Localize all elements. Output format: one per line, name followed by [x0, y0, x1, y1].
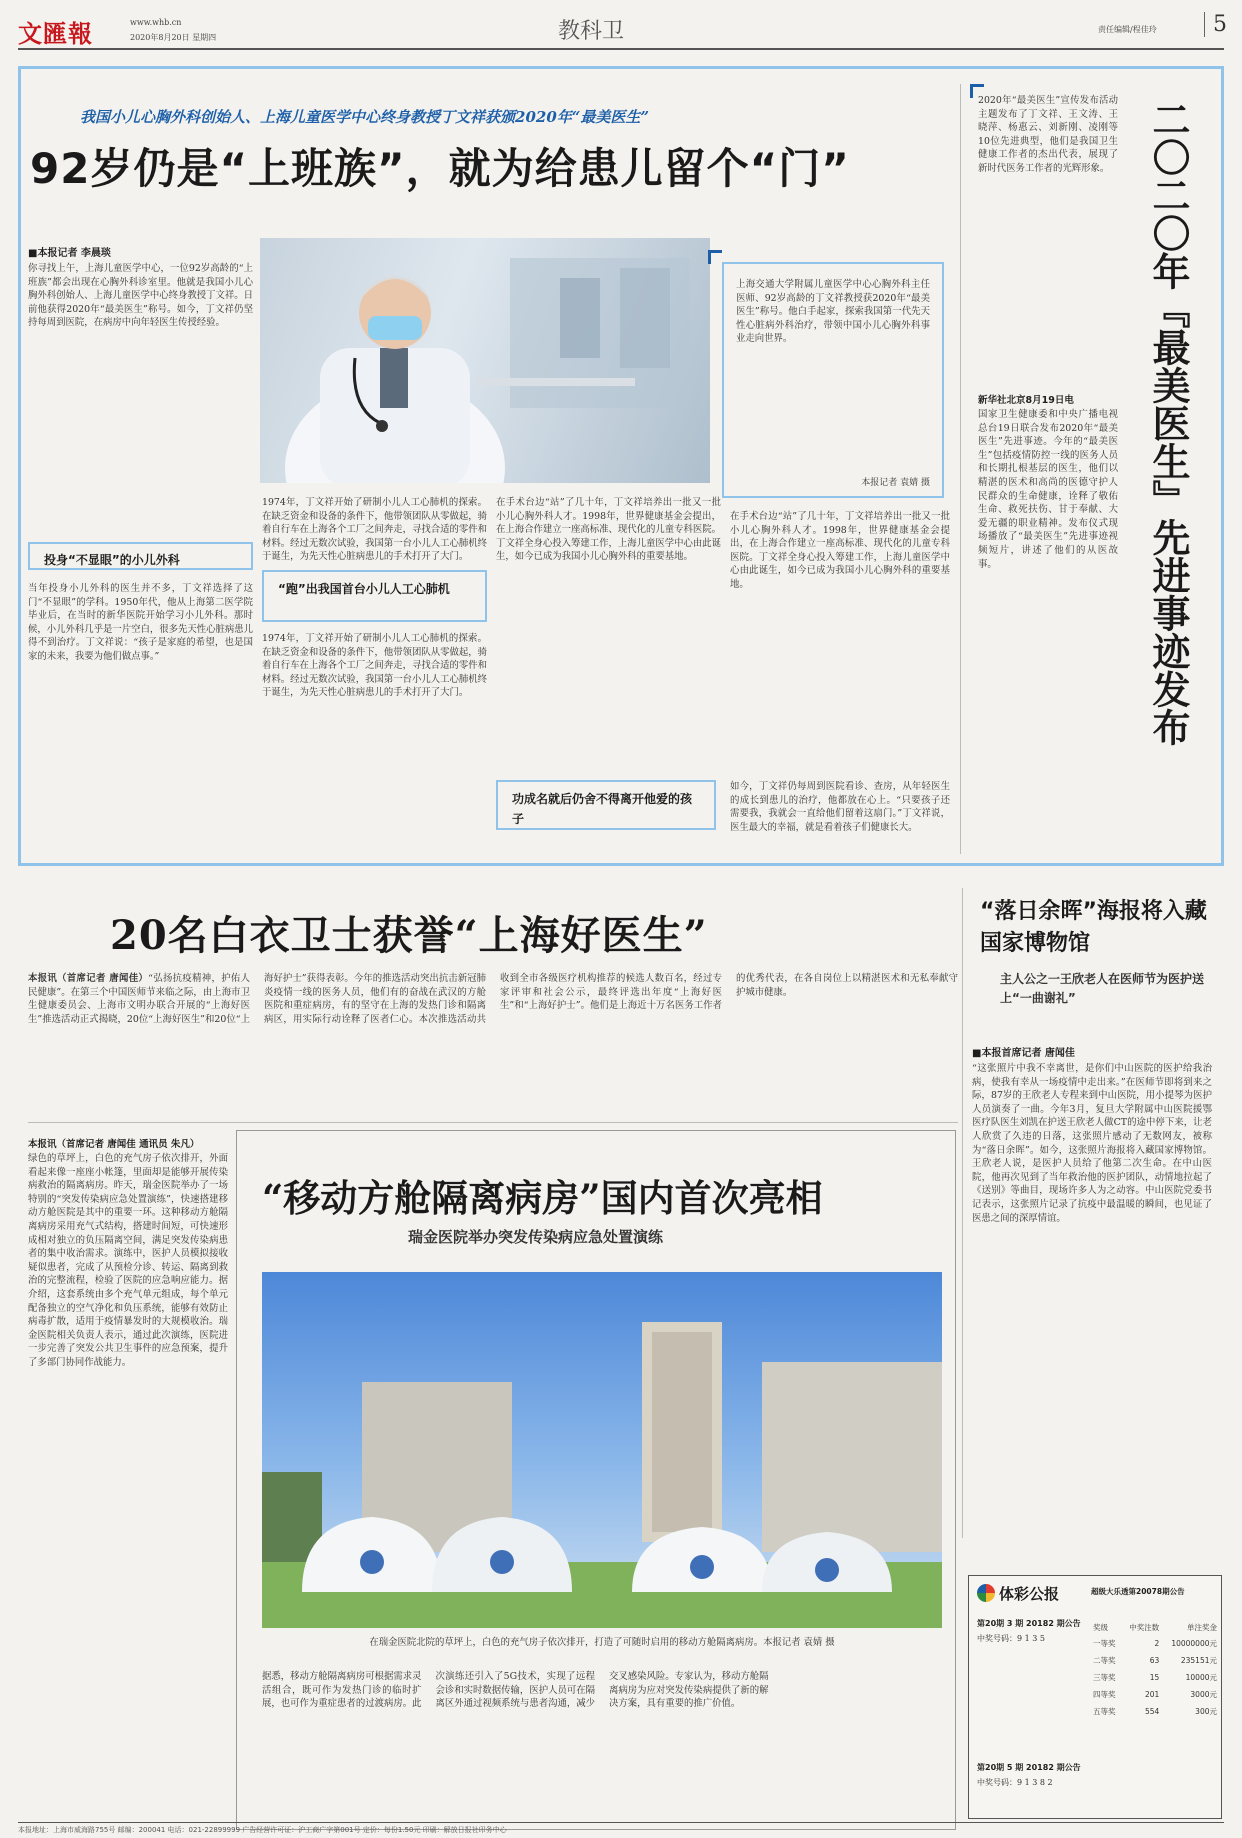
- lottery-cell: 235151元: [1180, 1656, 1217, 1665]
- good-doctors-text: “弘扬抗疫精神，护佑人民健康”。在第三个中国医师节来临之际，由上海市卫生健康委员会、上海市文明办联合开展的“上海好医生”推选活动正式揭晓，20位“上海好医生”和20位“上海好护士”获得表彰。今年的推选活动突出抗击新冠肺炎疫情一线的医务人员，他们有的奋战在武汉的方舱医院和重症病房，有的坚守在上海的发热门诊和隔离病区，用实际行动诠释了医者仁心。本次推选活动共收到全市各级医疗机构推荐的候选人数百名，经过专家评审和社会公示，最终评选出年度“上海好医生”和“上海好护士”。他们是上海近十万名医务工作者的优秀代表，在各自岗位上以精湛医术和无私奉献守护城市健康。: [28, 973, 958, 1025]
- lottery-cell: 554: [1144, 1707, 1160, 1716]
- caption-corner-mark: [708, 250, 722, 264]
- footer-text: 本报地址：上海市威海路755号 邮编：200041 电话：021-22899999 广告经营许可证：沪工商广字第001号 定价：每份1.50元 印刷：解放日报社印务中心: [18, 1826, 507, 1834]
- lottery-line-1: 第20期 3 期 20182 期公告: [977, 1619, 1081, 1628]
- photo-credit: 本报记者 袁婧 摄: [861, 478, 930, 488]
- museum-subtitle: 主人公之一王欣老人在医师节为医护送上“一曲谢礼”: [1000, 972, 1205, 1005]
- lottery-sub: 超级大乐透第20078期公告: [1091, 1587, 1185, 1596]
- feature-byline: ■本报记者 李晨琰: [28, 248, 111, 259]
- page-number: 5: [1204, 12, 1227, 37]
- isolation-subtitle: 瑞金医院举办突发传染病应急处置演练: [408, 1228, 664, 1246]
- sidebar-body: 国家卫生健康委和中央广播电视总台19日联合发布2020年“最美医生”先进事迹。今年的“最美医生”包括疫情防控一线的医务人员和长期扎根基层的医生，他们以精湛的医术和高尚的医德守护人民群众的生命健康，诠释了敬佑生命、救死扶伤、甘于奉献、大爱无疆的职业精神。发布仪式现场播放了“最美医生”先进事迹视频短片，讲述了他们的从医故事。: [978, 409, 1118, 570]
- issue-date: 2020年8月20日 星期四: [130, 33, 217, 42]
- subhead-2-text: “跑”出我国首台小儿人工心肺机: [278, 582, 450, 596]
- lottery-logo-icon: [977, 1584, 995, 1602]
- lottery-cell: 300元: [1195, 1707, 1217, 1716]
- lottery-line-4: 中奖号码：9 1 3 8 2: [977, 1778, 1053, 1787]
- sidebar-byline: 新华社北京8月19日电: [978, 395, 1074, 406]
- feature-kicker: 我国小儿心胸外科创始人、上海儿童医学中心终身教授丁文祥获颁2020年“最美医生”: [80, 108, 650, 126]
- lottery-table: [1093, 1620, 1217, 1720]
- lottery-cell: 二等奖: [1093, 1656, 1116, 1665]
- lottery-cell: 15: [1149, 1673, 1160, 1682]
- lottery-row: [1093, 1686, 1217, 1703]
- lottery-line-3: 第20期 5 期 20182 期公告: [977, 1763, 1081, 1772]
- lottery-header-count: 中奖注数: [1129, 1623, 1160, 1632]
- lottery-row: [1093, 1635, 1217, 1652]
- lottery-cell: 一等奖: [1093, 1639, 1116, 1648]
- lottery-title: 体彩公报: [999, 1585, 1060, 1603]
- feature-col3-text: 在手术台边“站”了几十年，丁文祥培养出一批又一批小儿心胸外科人才。1998年，世界健康基金会提出，在上海合作建立一座高标准、现代化的儿童专科医院。丁文祥全身心投入筹建工作，上海儿童医学中心由此诞生，如今已成为我国小儿心胸外科的重要基地。: [496, 497, 721, 563]
- lottery-header-level: 奖级: [1093, 1623, 1108, 1632]
- lottery-table-header: [1093, 1620, 1217, 1635]
- newspaper-logo: 文匯報: [18, 19, 93, 48]
- lottery-box: [968, 1575, 1222, 1819]
- sidebar-title: 二〇二〇年『最美医生』先进事迹发布: [1146, 100, 1190, 746]
- lottery-cell: 四等奖: [1093, 1690, 1116, 1699]
- lottery-cell: 3000元: [1190, 1690, 1217, 1699]
- subhead-3-text: 功成名就后仍舍不得离开他爱的孩子: [512, 792, 693, 826]
- lottery-cell: 2: [1154, 1639, 1160, 1648]
- subhead-1-text: 投身“不显眼”的小儿外科: [44, 553, 180, 567]
- feature-col2a-text: 1974年，丁文祥开始了研制小儿人工心肺机的探索。在缺乏资金和设备的条件下，他带领团队从零做起，骑着自行车在上海各个工厂之间奔走，寻找合适的零件和材料。经过无数次试验，我国第一台小儿人工心肺机终于诞生，为先天性心脏病患儿的手术打开了大门。: [262, 497, 487, 562]
- masthead: [18, 12, 1227, 50]
- website: www.whb.cn: [130, 18, 182, 27]
- lottery-row: [1093, 1652, 1217, 1669]
- isolation-title: “移动方舱隔离病房”国内首次亮相: [262, 1176, 823, 1220]
- good-doctors-title: 20名白衣卫士获誉“上海好医生”: [110, 912, 708, 959]
- lottery-cell: 三等奖: [1093, 1673, 1116, 1682]
- subhead-1: [28, 542, 253, 570]
- sidebar-quote: 2020年“最美医生”宣传发布活动主题发布了丁文祥、王文涛、王晓萍、杨惠云、刘新刚、凌刚等10位先进典型，他们是我国卫生健康工作者的杰出代表，展现了新时代医务工作者的光辉形象。: [978, 95, 1118, 174]
- lottery-line-2: 中奖号码：9 1 3 5: [977, 1634, 1045, 1643]
- footer: [18, 1822, 1224, 1836]
- lottery-row: [1093, 1703, 1217, 1720]
- subhead-3: [496, 780, 716, 830]
- isolation-left-body: 绿色的草坪上，白色的充气房子依次排开，外面看起来像一座座小帐篷，里面却是能够开展传染病救治的隔离病房。昨天，瑞金医院举办了一场特别的“突发传染病应急处置演练”，快速搭建移动方舱医院是其中的重要一环。这种移动方舱隔离病房采用充气式结构，搭建时间短，可快速形成相对独立的负压隔离空间，满足突发传染病患者的集中收治需求。演练中，医护人员模拟接收疑似患者，完成了从预检分诊、转运、隔离到救治的完整流程，检验了医院的应急响应能力。据介绍，这套系统由多个充气单元组成，每个单元配备独立的空气净化和负压系统，能够有效防止病毒扩散，适用于疫情暴发时的大规模收治。瑞金医院相关负责人表示，通过此次演练，医院进一步完善了突发公共卫生事件的应急预案，提升了多部门协同作战能力。: [28, 1153, 228, 1368]
- lottery-cell: 五等奖: [1093, 1707, 1116, 1716]
- doctor-photo: [260, 238, 710, 483]
- editors: 责任编辑/程佳玲: [1098, 25, 1157, 34]
- feature-lead-text: 你寻找上午，上海儿童医学中心，一位92岁高龄的“上班族”都会出现在心胸外科诊室里。他就是我国小儿心胸外科创始人、上海儿童医学中心终身教授丁文祥。日前他获得2020年“最美医生”称号。如今，丁文祥仍坚持每周到医院，在病房中向年轻医生传授经验。: [28, 263, 253, 329]
- feature-col2b-text: 1974年，丁文祥开始了研制小儿人工心肺机的探索。在缺乏资金和设备的条件下，他带领团队从零做起，骑着自行车在上海各个工厂之间奔走，寻找合适的零件和材料。经过无数次试验，我国第一台小儿人工心肺机终于诞生，为先天性心脏病患儿的手术打开了大门。: [262, 633, 487, 699]
- good-doctors-byline: 本报讯（首席记者 唐闻佳）: [28, 973, 149, 984]
- lottery-row: [1093, 1669, 1217, 1686]
- lottery-cell: 10000元: [1185, 1673, 1217, 1682]
- doctor-illustration: [260, 238, 710, 483]
- museum-byline: ■本报首席记者 唐闻佳: [972, 1048, 1075, 1059]
- good-doctors-body: [28, 972, 958, 1118]
- isolation-photo-caption: 在瑞金医院北院的草坪上，白色的充气房子依次排开，打造了可随时启用的移动方舱隔离病房。本报记者 袁婧 摄: [369, 1637, 835, 1648]
- isolation-illustration: [262, 1272, 942, 1628]
- feature-col1-text: 当年投身小儿外科的医生并不多，丁文祥选择了这门“不显眼”的学科。1950年代，他从上海第二医学院毕业后，在当时的新华医院开始学习小儿外科。那时候，小儿外科几乎是一片空白，很多先天性心脏病患儿得不到治疗。丁文祥说：“孩子是家庭的希望，也是国家的未来，我要为他们做点事。”: [28, 583, 253, 662]
- museum-title: “落日余晖”海报将入藏国家博物馆: [980, 899, 1207, 956]
- lottery-cell: 201: [1144, 1690, 1160, 1699]
- feature-col4a-text: 在手术台边“站”了几十年，丁文祥培养出一批又一批小儿心胸外科人才。1998年，世界健康基金会提出，在上海合作建立一座高标准、现代化的儿童专科医院。丁文祥全身心投入筹建工作，上海儿童医学中心由此诞生，如今已成为我国小儿心胸外科的重要基地。: [730, 511, 950, 590]
- isolation-bottom-body: 据悉，移动方舱隔离病房可根据需求灵活组合，既可作为发热门诊的临时扩展，也可作为重症患者的过渡病房。此次演练还引入了5G技术，实现了远程会诊和实时数据传输，医护人员可在隔离区外通过视频系统与患者沟通，减少交叉感染风险。专家认为，移动方舱隔离病房为应对突发传染病提供了新的解决方案，具有重要的推广价值。: [262, 1671, 769, 1710]
- feature-title: 92岁仍是“上班族”，就为给患儿留个“门”: [30, 144, 850, 193]
- lottery-cell: 63: [1149, 1656, 1160, 1665]
- museum-body: “这张照片中我不幸离世，是你们中山医院的医护给我治病，使我有幸从一场疫情中走出来。”在医师节即将到来之际，87岁的王欣老人专程来到中山医院，用小提琴为医护人员演奏了一曲。今年3月，复旦大学附属中山医院援鄂医疗队医生刘凯在护送王欣老人做CT的途中停下来，让老人欣赏了久违的日落，这张照片感动了无数网友，被称为“落日余晖”。如今，这张照片海报将入藏国家博物馆。王欣老人说，是医护人员给了他第二次生命。在中山医院，他再次见到了当年救治他的医护团队，动情地拉起了《送别》等曲目，现场许多人为之动容。中山医院党委书记表示，这张照片记录了抗疫中最温暖的瞬间，也见证了医患之间的深厚情谊。: [972, 1063, 1212, 1224]
- photo-caption: 上海交通大学附属儿童医学中心心胸外科主任医师、92岁高龄的丁文祥教授获2020年“最美医生”称号。他白手起家，探索我国第一代先天性心脏病外科治疗，带领中国小儿心胸外科事业走向世界。: [736, 279, 930, 345]
- isolation-left-byline: 本报讯（首席记者 唐闻佳 通讯员 朱凡）: [28, 1139, 200, 1150]
- feature-col4b-text: 如今，丁文祥仍每周到医院看诊、查房，从年轻医生的成长到患儿的治疗，他都放在心上。“只要孩子还需要我，我就会一直给他们留着这扇门。”丁文祥说，医生最大的幸福，就是看着孩子们健康长大。: [730, 781, 950, 833]
- lottery-cell: 10000000元: [1171, 1639, 1217, 1648]
- subhead-2: [262, 570, 487, 622]
- lottery-header-prize: 单注奖金: [1187, 1623, 1217, 1632]
- section-title: 教科卫: [558, 19, 625, 44]
- photo-caption-box: [722, 262, 944, 498]
- isolation-photo: [262, 1272, 942, 1628]
